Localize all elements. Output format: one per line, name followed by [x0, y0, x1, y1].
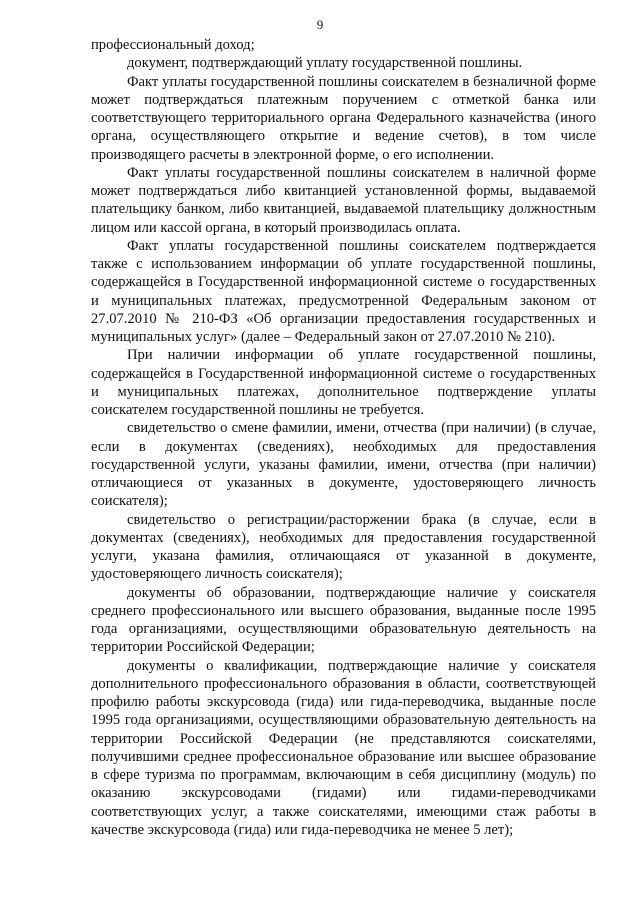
paragraph: документы об образовании, подтверждающие наличие у соискателя среднего профессионального или высшего образования, выданные после 1995 года организациями, осуществляющими образовательную деятельность на территории Российской Федерации;: [91, 584, 596, 656]
paragraph: документы о квалификации, подтверждающие наличие у соискателя дополнительного профессионального образования в области, соответствующей профилю работы экскурсовода (гида) или гида-переводчика, выданные после 1995 года организациями, осуществляющими образовательную деятельность на территории Российской Федерации (не представляются соискателями, получившими среднее профессиональное образование или высшее образование в сфере туризма по программам, включающим в себя дисциплину (модуль) по оказанию экскурсоводами (гидами) или гидами-переводчиками соответствующих услуг, а также соискателями, имеющими стаж работы в качестве экскурсовода (гида) или гида-переводчика не менее 5 лет);: [91, 657, 596, 838]
document-body: [91, 36, 596, 839]
paragraph: Факт уплаты государственной пошлины соискателем в безналичной форме может подтверждаться платежным поручением с отметкой банка или соответствующего территориального органа Федерального казначейства (иного органа, осуществляющего открытие и ведение счетов), в том числе производящего расчеты в электронной форме, о его исполнении.: [91, 73, 596, 163]
paragraph: документ, подтверждающий уплату государственной пошлины.: [127, 55, 523, 72]
paragraph: свидетельство о регистрации/расторжении брака (в случае, если в документах (сведениях), необходимых для предоставления государственной услуги, указана фамилия, отличающаяся от указанной в документе, удостоверяющего личность соискателя);: [91, 511, 596, 583]
paragraph: свидетельство о смене фамилии, имени, отчества (при наличии) (в случае, если в документах (сведениях), необходимых для предоставления государственной услуги, указаны фамилии, имени, отчества (при наличии) отличающиеся от указанных в документе, удостоверяющего личность соискателя);: [91, 420, 596, 510]
paragraph: профессиональный доход;: [91, 37, 255, 53]
page-number: 9: [316, 17, 324, 32]
paragraph: При наличии информации об уплате государственной пошлины, содержащейся в Государственной информационной системе о государственных и муниципальных платежах, дополнительное подтверждение уплаты соискателем государственной пошлины не требуется.: [91, 347, 596, 418]
paragraph: Факт уплаты государственной пошлины соискателем подтверждается также с использованием информации об уплате государственной пошлины, содержащейся в Государственной информационной системе о государственных и муниципальных платежах, предусмотренной Федеральным законом от 27.07.2010 № 210-ФЗ «Об организации предоставления государственных и муниципальных услуг» (далее – Федеральный закон от 27.07.2010 № 210).: [91, 237, 596, 345]
paragraph: Факт уплаты государственной пошлины соискателем в наличной форме может подтверждаться либо квитанцией установленной формы, выдаваемой плательщику банком, либо квитанцией, выдаваемой плательщику должностным лицом или кассой органа, в который производилась оплата.: [91, 164, 596, 236]
